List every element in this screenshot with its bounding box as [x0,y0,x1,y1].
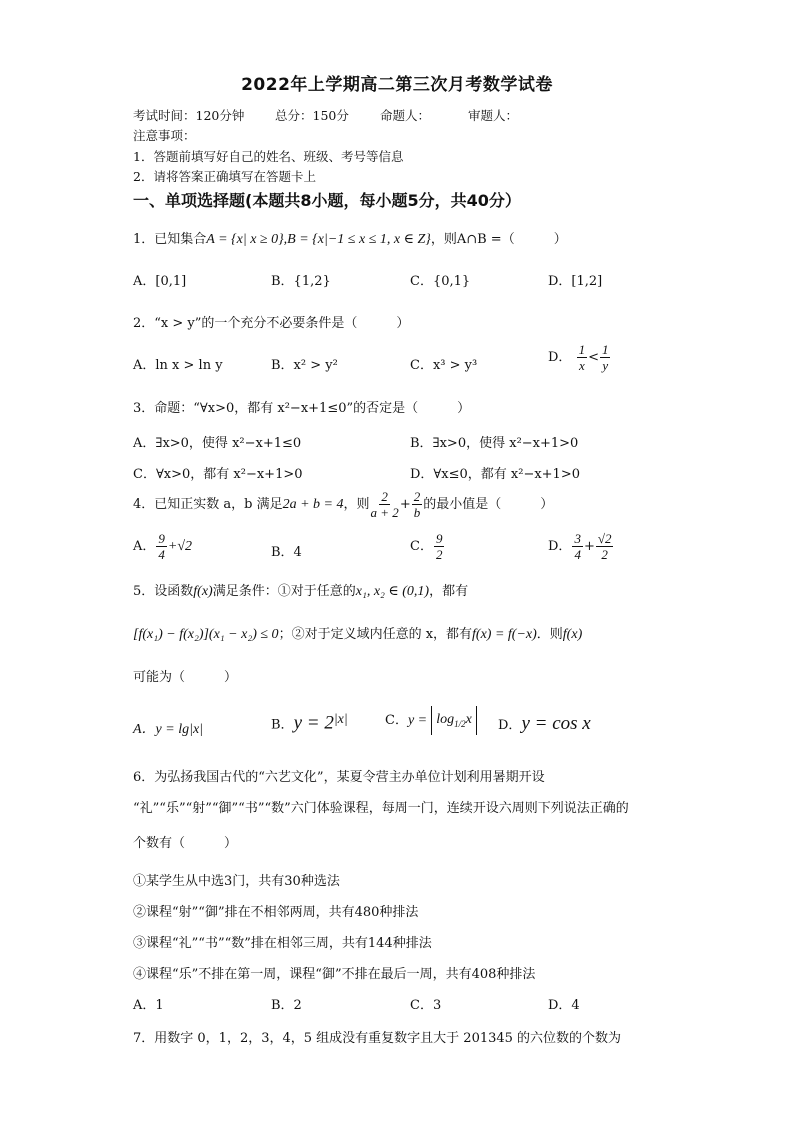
q4-d-plus: + [583,539,595,554]
q1-sets: A = {x| x ≥ 0},B = {x|−1 ≤ x ≤ 1, x ∈ Z} [206,232,431,247]
q5-l2b: ；②对于定义域内任意的 x，都有 [278,627,473,642]
exam-title: 2022年上学期高二第三次月考数学试卷 [241,75,553,95]
q5-b-sup: |x| [333,712,348,727]
question-setter: 命题人： [380,108,431,123]
q4-option-b: B．4 [271,545,302,560]
q5-d-expr: y = cos x [521,713,591,734]
q5-b-label: B． [271,717,294,733]
q4-prefix: 4．已知正实数 a，b 满足 [133,497,283,512]
question-7: 7．用数字 0，1，2，3，4，5 组成没有重复数字且大于 201345 的六位数的个数为 [133,1031,622,1046]
notes-heading: 注意事项： [133,128,196,143]
note-2: 2．请将答案正确填写在答题卡上 [133,169,316,184]
q4-mid: ，则 [343,497,370,512]
q5-l2a: [f(x₁) − f(x₂)](x₁ − x₂) ≤ 0 [133,627,279,642]
q4-d-frac1: $\frac{3}{4}$ [574,531,581,562]
question-6-line-1: 6．为弘扬我国古代的“六艺文化”，某夏令营主办单位计划利用暑期开设 [133,770,545,785]
q5-d-label: D． [498,718,522,733]
q5-l1b: 满足条件：①对于任意的 [212,584,356,599]
q2-d-op: < [588,350,599,365]
q2-option-c: C．x³ > y³ [410,358,478,373]
q2-option-a: A．ln x > ln y [133,358,223,373]
q1-option-c: C．{0,1} [410,274,471,289]
q5-c-label: C． [385,712,408,728]
q5-x12: x₁, x₂ ∈ (0,1) [355,584,430,599]
q1-option-d: D．[1,2] [548,274,603,289]
q4-plus: + [399,497,411,512]
q6-option-d: D．4 [548,998,580,1013]
q5-a-expr: A．y = lg|x| [133,722,204,737]
question-6-line-3: 个数有（ ） [133,836,238,851]
q5-l1c: ，都有 [429,584,469,599]
q1-option-a: A．[0,1] [133,274,187,289]
q5-option-a [133,718,203,738]
q3-option-c: C．∀x>0，都有 x²−x+1>0 [133,467,303,482]
question-4 [133,490,553,519]
q4-option-c [410,532,445,561]
q2-option-d [548,343,611,372]
q1-suffix: ，则A∩B =（ ） [430,232,567,247]
note-1: 1．答题前填写好自己的姓名、班级、考号等信息 [133,149,404,164]
q1-option-b: B．{1,2} [271,274,331,289]
q3-option-a: A．∃x>0，使得 x²−x+1≤0 [133,436,302,451]
q5-c-y: y = [407,712,428,728]
q5-c-abs [431,706,477,735]
q6-option-c: C．3 [410,998,442,1013]
question-5-line-1 [133,580,468,600]
q3-option-d: D．∀x≤0，都有 x²−x+1>0 [410,467,580,482]
q5-l2d: ．则 [536,627,563,642]
question-5-line-3: 可能为（ ） [133,670,238,685]
q5-fx: f(x) [193,584,213,599]
q4-d-frac2: $\frac{√2}{2}$ [597,531,612,562]
question-5-line-2 [133,623,582,643]
q4-a-frac: $\frac{9}{4}$ [158,531,165,562]
q2-d-label: D． [548,350,572,365]
q5-option-d [498,713,591,735]
q4-c-frac: $\frac{9}{2}$ [435,531,443,562]
q2-option-b: B．x² > y² [271,358,338,373]
q3-option-b: B．∃x>0，使得 x²−x+1>0 [410,436,579,451]
q5-c-log: log [436,712,455,727]
q5-l2c: f(x) = f(−x) [472,627,537,642]
q5-c-base: 1/2 [454,718,466,729]
q4-c-label: C． [410,539,433,554]
q2-d-frac1: $\frac{1}{x}$ [578,342,586,373]
question-2: 2．“x > y”的一个充分不必要条件是（ ） [133,316,410,331]
reviewer: 审题人： [468,108,519,123]
q4-frac1: $\frac{2}{a + 2}$ [370,489,399,520]
q6-statement-4: ④课程“乐”不排在第一周，课程“御”不排在最后一周，共有408种排法 [133,967,536,982]
q5-option-b [271,712,348,734]
exam-time: 考试时间：120分钟 [133,108,245,123]
q6-statement-1: ①某学生从中选3门，共有30种选法 [133,874,340,889]
q6-statement-3: ③课程“礼”“书”“数”排在相邻三周，共有144种排法 [133,936,432,951]
q5-c-x: x [465,712,472,727]
question-6-line-2: “礼”“乐”“射”“御”“书”“数”六门体验课程，每周一门，连续开设六周则下列说法正确的 [133,801,629,816]
q6-statement-2: ②课程“射”“御”排在不相邻两周，共有480种排法 [133,905,419,920]
question-3: 3．命题：“∀x>0，都有 x²−x+1≤0”的否定是（ ） [133,401,471,416]
total-score: 总分：150分 [275,108,349,123]
q5-b-expr: y = 2 [293,712,334,734]
q4-option-a [133,532,192,561]
q4-condition: 2a + b = 4 [282,497,344,512]
q4-frac2: $\frac{2}{b}$ [413,489,421,520]
q4-suffix: 的最小值是（ ） [423,497,554,512]
q6-option-a: A．1 [133,998,164,1013]
q4-a-tail: +√2 [167,539,193,554]
q1-prefix: 1．已知集合 [133,232,207,247]
q5-l1a: 5．设函数 [133,584,194,599]
q6-option-b: B．2 [271,998,302,1013]
q4-d-label: D． [548,539,572,554]
section-heading: 一、单项选择题(本题共8小题，每小题5分，共40分） [133,191,521,210]
q5-l2e: f(x) [562,627,583,642]
q4-a-label: A． [133,539,156,554]
q2-d-frac2: $\frac{1}{y}$ [601,342,609,373]
question-1 [133,228,567,248]
q5-option-c [385,706,477,735]
q4-option-d [548,532,614,561]
